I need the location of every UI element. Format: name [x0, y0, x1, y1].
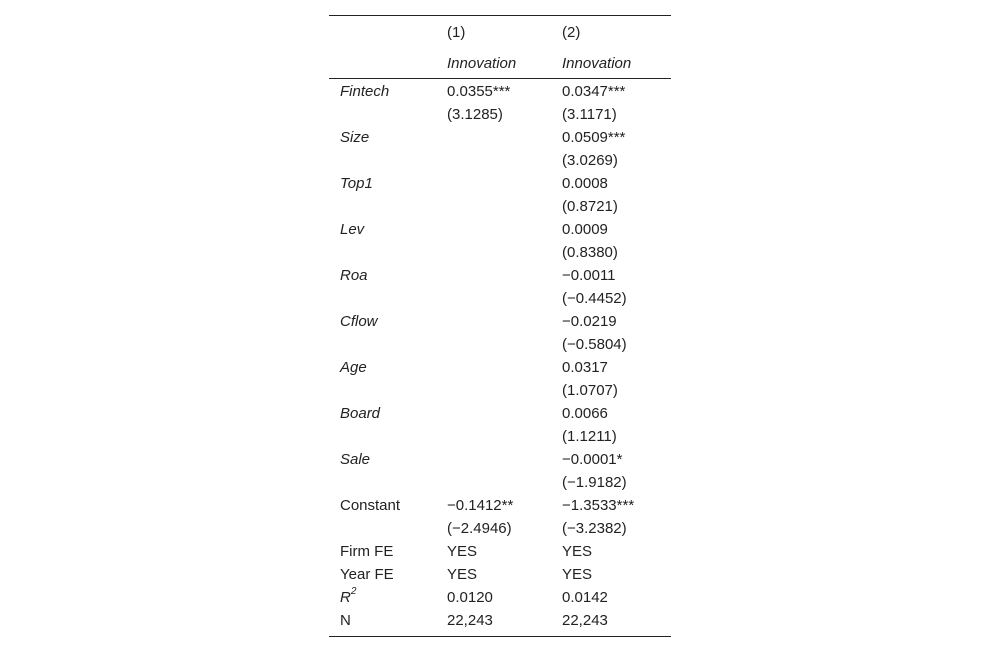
cell-col2: 0.0347*** — [562, 83, 626, 100]
r2-base: R — [340, 589, 351, 606]
table-row — [329, 517, 671, 540]
regression-table — [329, 15, 671, 637]
cell-col1: (3.1285) — [447, 106, 503, 123]
table-row — [329, 195, 671, 218]
cell-col2: 0.0008 — [562, 175, 608, 192]
cell-col2: (0.8380) — [562, 244, 618, 261]
cell-col1: (−2.4946) — [447, 520, 512, 537]
row-label: Age — [340, 359, 367, 376]
table-row — [329, 287, 671, 310]
cell-col1: 0.0355*** — [447, 83, 511, 100]
table-row — [329, 494, 671, 517]
col1-number: (1) — [447, 24, 466, 41]
cell-col2: (−0.5804) — [562, 336, 627, 353]
table-row — [329, 356, 671, 379]
table-row — [329, 471, 671, 494]
table-body — [329, 79, 671, 636]
cell-col2: (1.0707) — [562, 382, 618, 399]
row-label: Board — [340, 405, 381, 422]
table-row — [329, 103, 671, 126]
r2-superscript: 2 — [350, 586, 357, 597]
cell-col2: (3.0269) — [562, 152, 618, 169]
cell-col2: −0.0011 — [562, 267, 616, 284]
cell-col1: 0.0120 — [447, 589, 493, 606]
cell-col1: 22,243 — [447, 612, 493, 629]
row-label: Top1 — [340, 175, 373, 192]
row-label: Lev — [340, 221, 365, 238]
table-row — [329, 80, 671, 103]
table-row — [329, 402, 671, 425]
cell-col2: (−1.9182) — [562, 474, 627, 491]
cell-col2: (3.1171) — [562, 106, 617, 123]
table-row — [329, 563, 671, 586]
table-row-n — [329, 609, 671, 632]
cell-col2: (0.8721) — [562, 198, 618, 215]
col2-number: (2) — [562, 24, 581, 41]
table-row — [329, 540, 671, 563]
col2-dependent-variable: Innovation — [562, 55, 632, 72]
header-row-dependent — [329, 50, 671, 78]
cell-col2: 0.0009 — [562, 221, 608, 238]
row-label: Constant — [340, 497, 401, 514]
table-row — [329, 172, 671, 195]
row-label: Size — [340, 129, 370, 146]
cell-col2: 22,243 — [562, 612, 608, 629]
table-row — [329, 241, 671, 264]
table-row — [329, 448, 671, 471]
row-label: Fintech — [340, 83, 390, 100]
cell-col2: YES — [562, 543, 593, 560]
cell-col2: (1.1211) — [562, 428, 617, 445]
table-row — [329, 264, 671, 287]
row-label-r2 — [340, 586, 356, 609]
table-row — [329, 126, 671, 149]
table-row — [329, 425, 671, 448]
cell-col1: YES — [447, 566, 478, 583]
cell-col2: −0.0219 — [562, 313, 617, 330]
cell-col2: 0.0509*** — [562, 129, 626, 146]
cell-col2: YES — [562, 566, 593, 583]
row-label: N — [340, 612, 351, 629]
row-label: Cflow — [340, 313, 378, 330]
row-label: Firm FE — [340, 543, 394, 560]
cell-col1: −0.1412** — [447, 497, 514, 514]
cell-col2: −1.3533*** — [562, 497, 635, 514]
row-label: Sale — [340, 451, 371, 468]
table-row — [329, 310, 671, 333]
cell-col2: 0.0066 — [562, 405, 608, 422]
table-row — [329, 379, 671, 402]
header-row-numbers — [329, 16, 671, 50]
cell-col1: YES — [447, 543, 478, 560]
cell-col2: 0.0142 — [562, 589, 608, 606]
table-row-r2 — [329, 586, 671, 609]
cell-col2: (−0.4452) — [562, 290, 627, 307]
table-row — [329, 333, 671, 356]
cell-col2: 0.0317 — [562, 359, 608, 376]
table-header — [329, 16, 671, 79]
table-row — [329, 149, 671, 172]
row-label: Year FE — [340, 566, 394, 583]
cell-col2: (−3.2382) — [562, 520, 627, 537]
row-label: Roa — [340, 267, 368, 284]
table-row — [329, 218, 671, 241]
col1-dependent-variable: Innovation — [447, 55, 517, 72]
cell-col2: −0.0001* — [562, 451, 623, 468]
